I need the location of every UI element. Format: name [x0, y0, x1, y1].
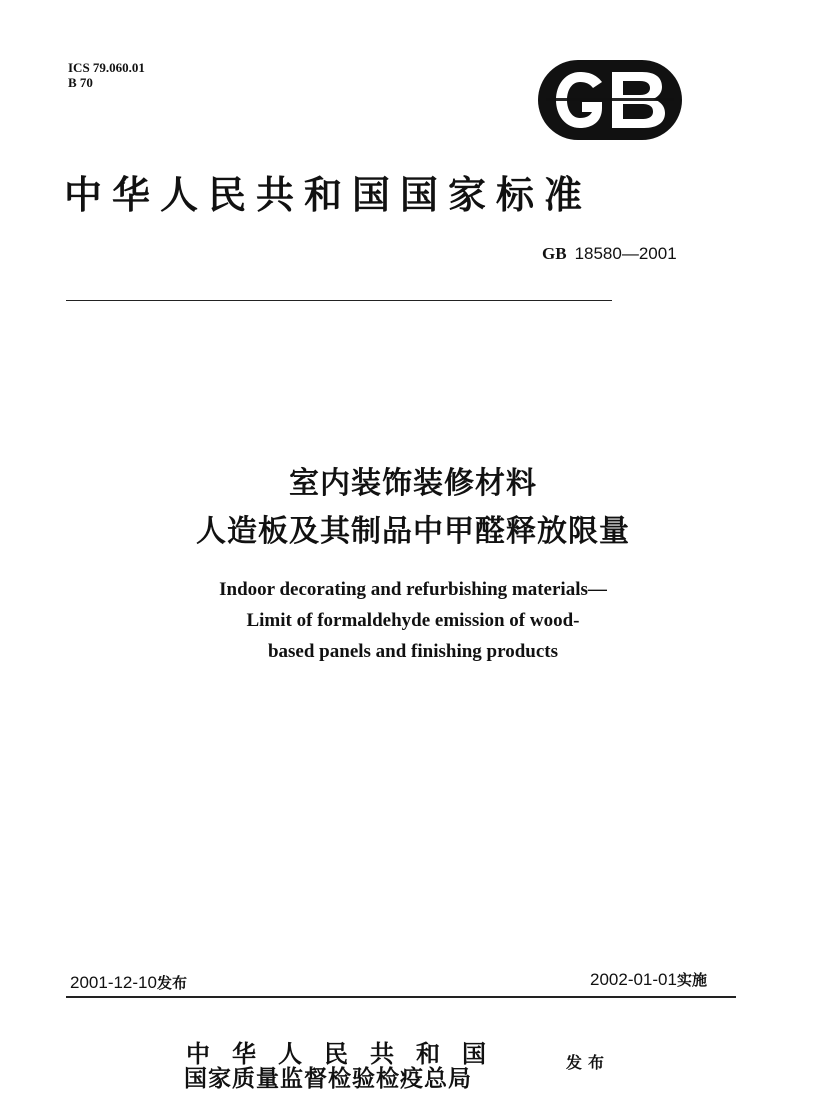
footer-divider	[66, 996, 736, 998]
standard-code: 18580—2001	[574, 244, 677, 263]
issue-date: 2001-12-10	[70, 973, 157, 992]
ics-code: ICS 79.060.01	[68, 60, 145, 75]
national-standard-title: 中华人民共和国国家标准	[64, 172, 593, 217]
effective-date: 2002-01-01	[590, 970, 677, 989]
standard-prefix: GB	[542, 244, 567, 263]
issue-date-block	[70, 972, 187, 993]
gb-emblem-icon	[536, 58, 684, 142]
header-divider	[66, 300, 612, 301]
issuer-line2: 国家质量监督检验检疫总局	[184, 1065, 472, 1092]
effective-date-block	[590, 969, 707, 990]
effective-label: 实施	[676, 971, 707, 989]
issue-label: 发布	[156, 974, 187, 992]
title-en-line3: based panels and finishing products	[267, 641, 559, 662]
title-cn-line1: 室内装饰装修材料	[289, 466, 537, 501]
title-en-line1: Indoor decorating and refurbishing materials—	[219, 579, 607, 600]
ccs-code: B 70	[68, 75, 93, 90]
issuer-action: 发布	[566, 1053, 611, 1072]
title-en-line2: Limit of formaldehyde emission of wood-	[246, 610, 580, 631]
issuer-line1: 中华人民共和国	[186, 1039, 508, 1068]
title-cn-line2: 人造板及其制品中甲醛释放限量	[196, 514, 630, 549]
classification-codes	[68, 60, 145, 90]
standard-number	[542, 244, 677, 264]
